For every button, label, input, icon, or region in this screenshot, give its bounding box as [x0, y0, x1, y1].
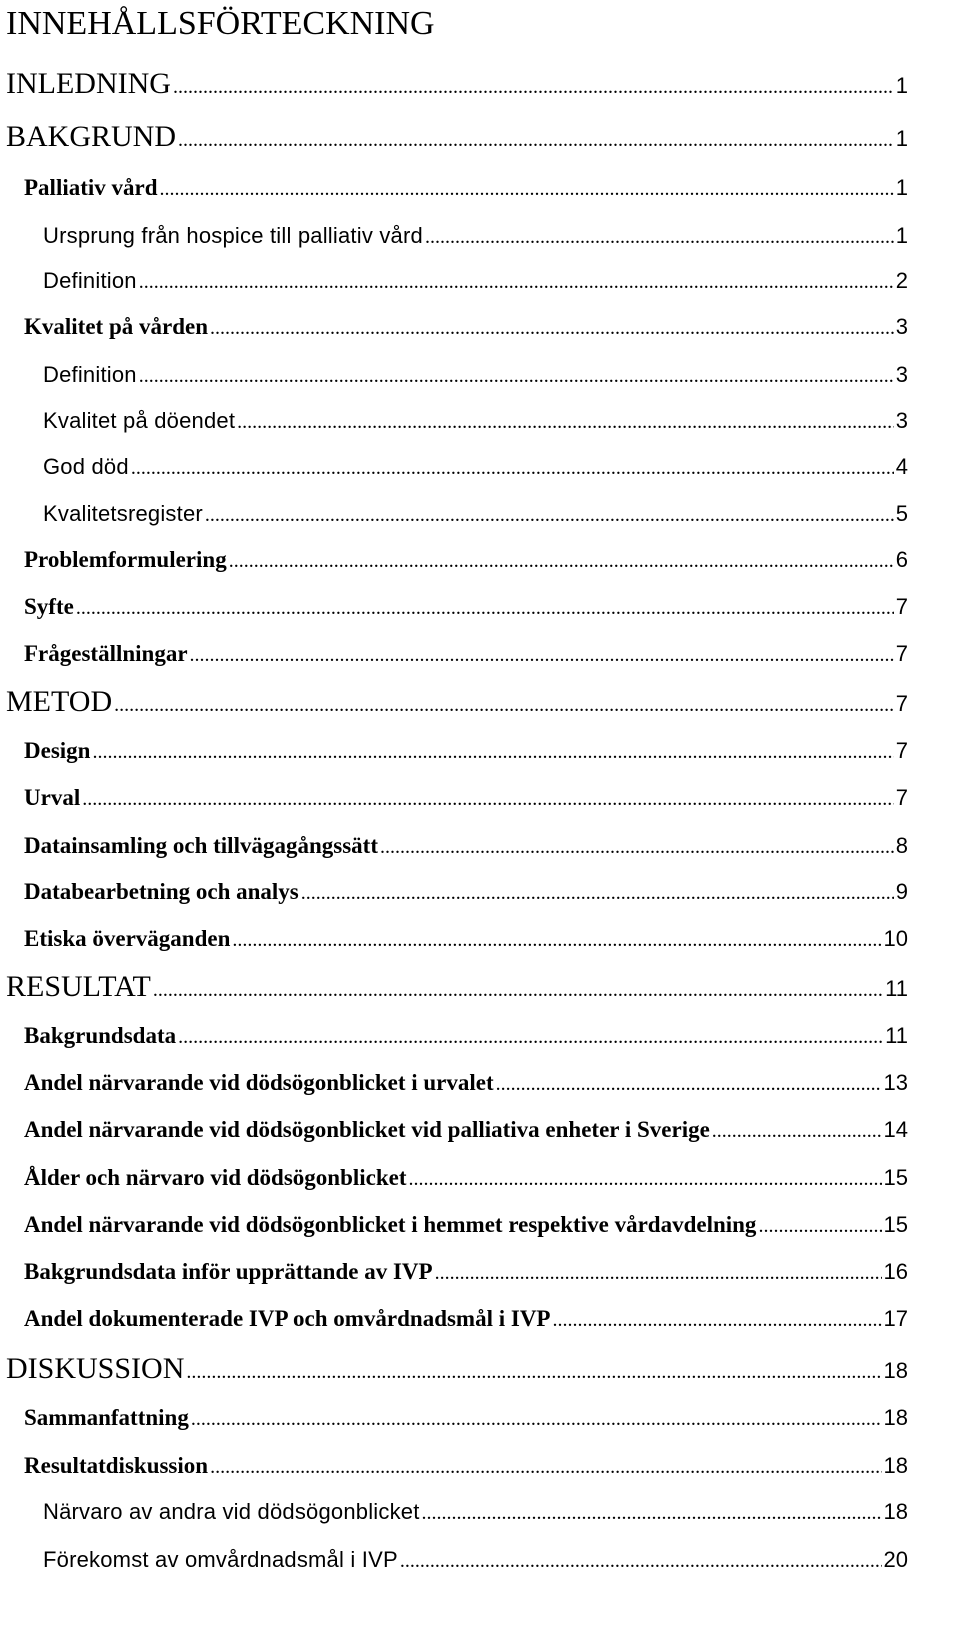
toc-entry-label: Kvalitet på döendet	[43, 408, 236, 433]
toc-entry-label: Närvaro av andra vid dödsögonblicket	[43, 1499, 420, 1524]
toc-entry-label: Kvalitetsregister	[43, 501, 203, 526]
toc-entry[interactable]	[24, 172, 908, 205]
toc-entry[interactable]	[6, 1349, 908, 1392]
toc-dot-leader	[92, 736, 893, 768]
toc-entry-label: Förekomst av omvårdnadsmål i IVP	[43, 1547, 398, 1572]
toc-entry[interactable]	[24, 1020, 908, 1053]
toc-dot-leader	[82, 783, 894, 815]
toc-dot-leader	[178, 120, 894, 160]
toc-entry-label: Databearbetning och analys	[24, 879, 299, 904]
toc-entry[interactable]	[24, 638, 908, 671]
toc-entry[interactable]	[43, 1496, 908, 1529]
toc-entry[interactable]	[24, 1162, 908, 1195]
toc-entry-label: Datainsamling och tillvägagångssätt	[24, 833, 378, 858]
toc-entry-page-number: 3	[895, 362, 908, 387]
toc-entry-label: Resultatdiskussion	[24, 1453, 209, 1478]
toc-entry[interactable]	[43, 451, 908, 484]
toc-dot-leader	[186, 1352, 881, 1392]
toc-dot-leader	[425, 221, 894, 253]
toc-entry-page-number: 7	[895, 785, 908, 810]
toc-entry-page-number: 17	[883, 1306, 908, 1331]
toc-entry-page-number: 10	[883, 926, 908, 951]
toc-entry-page-number: 15	[883, 1165, 908, 1190]
toc-dot-leader	[232, 924, 881, 956]
toc-entry-label: Definition	[43, 268, 137, 293]
toc-dot-leader	[190, 639, 894, 671]
toc-dot-leader	[237, 406, 894, 438]
toc-entry-label: Andel dokumenterade IVP och omvårdnadsmål i IVP	[24, 1306, 551, 1331]
toc-dot-leader	[210, 312, 894, 344]
toc-entry-page-number: 15	[883, 1212, 908, 1237]
toc-dot-leader	[173, 67, 894, 107]
toc-entry[interactable]	[24, 1067, 908, 1100]
toc-entry[interactable]	[6, 64, 908, 107]
toc-entry-label: Ursprung från hospice till palliativ vård	[43, 223, 423, 248]
toc-dot-leader	[409, 1163, 882, 1195]
toc-entry[interactable]	[24, 782, 908, 815]
toc-entry-page-number: 14	[883, 1117, 908, 1142]
toc-entry-page-number: 4	[895, 454, 908, 479]
toc-dot-leader	[139, 266, 894, 298]
toc-entry-page-number: 3	[895, 408, 908, 433]
toc-entry-label: Etiska överväganden	[24, 926, 231, 951]
toc-entry[interactable]	[43, 405, 908, 438]
toc-entry[interactable]	[43, 1544, 908, 1577]
toc-dot-leader	[422, 1497, 882, 1529]
toc-entry-page-number: 13	[883, 1070, 908, 1095]
toc-entry-page-number: 20	[883, 1547, 908, 1572]
toc-entry-label: Problemformulering	[24, 547, 227, 572]
toc-entry-label: Kvalitet på vården	[24, 314, 208, 339]
toc-dot-leader	[435, 1257, 882, 1289]
toc-dot-leader	[191, 1403, 882, 1435]
toc-entry-label: Palliativ vård	[24, 175, 158, 200]
toc-entry-label: Andel närvarande vid dödsögonblicket vid palliativa enheter i Sverige	[24, 1117, 710, 1142]
toc-entry-label: Ålder och närvaro vid dödsögonblicket	[24, 1165, 407, 1190]
toc-dot-leader	[210, 1451, 881, 1483]
toc-entry-page-number: 9	[895, 879, 908, 904]
toc-entry-label: Frågeställningar	[24, 641, 188, 666]
toc-entry[interactable]	[43, 220, 908, 253]
toc-entry[interactable]	[6, 967, 908, 1010]
toc-dot-leader	[758, 1210, 881, 1242]
toc-entry-page-number: 11	[885, 976, 908, 1001]
toc-entry-label: Syfte	[24, 594, 74, 619]
toc-entry-page-number: 7	[895, 594, 908, 619]
toc-entry[interactable]	[43, 498, 908, 531]
toc-entry[interactable]	[24, 591, 908, 624]
toc-dot-leader	[552, 1304, 881, 1336]
toc-dot-leader	[114, 685, 894, 725]
toc-dot-leader	[76, 592, 894, 624]
toc-entry[interactable]	[24, 1303, 908, 1336]
toc-title: INNEHÅLLSFÖRTECKNING	[6, 5, 435, 42]
toc-entry[interactable]	[24, 1256, 908, 1289]
toc-entry-label: Bakgrundsdata inför upprättande av IVP	[24, 1259, 433, 1284]
toc-entry-page-number: 7	[895, 738, 908, 763]
toc-entry[interactable]	[24, 311, 908, 344]
toc-entry-label: God död	[43, 454, 129, 479]
toc-entry[interactable]	[43, 265, 908, 298]
toc-entry-page-number: 3	[895, 314, 908, 339]
toc-entry[interactable]	[24, 544, 908, 577]
toc-entry-label: Design	[24, 738, 91, 763]
toc-entry[interactable]	[24, 876, 908, 909]
toc-entry-label: RESULTAT	[6, 970, 151, 1003]
toc-dot-leader	[496, 1068, 882, 1100]
toc-entry-page-number: 18	[883, 1358, 908, 1383]
toc-entry[interactable]	[24, 830, 908, 863]
toc-entry[interactable]	[24, 1209, 908, 1242]
toc-entry-page-number: 1	[895, 73, 908, 98]
toc-entry-page-number: 18	[883, 1453, 908, 1478]
toc-entry-label: DISKUSSION	[6, 1352, 185, 1385]
toc-entry-page-number: 5	[895, 501, 908, 526]
toc-entry[interactable]	[24, 735, 908, 768]
toc-entry-page-number: 1	[895, 223, 908, 248]
toc-dot-leader	[380, 831, 894, 863]
toc-dot-leader	[139, 360, 894, 392]
toc-dot-leader	[712, 1115, 882, 1147]
toc-entry-label: Definition	[43, 362, 137, 387]
toc-entry[interactable]	[6, 117, 908, 160]
toc-entry-page-number: 11	[885, 1023, 908, 1048]
toc-entry-label: BAKGRUND	[6, 120, 177, 153]
toc-dot-leader	[301, 877, 894, 909]
toc-entry-page-number: 1	[895, 175, 908, 200]
toc-entry-label: Urval	[24, 785, 81, 810]
toc-entry-page-number: 2	[895, 268, 908, 293]
toc-entry-page-number: 18	[883, 1499, 908, 1524]
toc-dot-leader	[153, 970, 883, 1010]
toc-entry-label: Bakgrundsdata	[24, 1023, 177, 1048]
toc-entry-label: Andel närvarande vid dödsögonblicket i urvalet	[24, 1070, 494, 1095]
toc-entry[interactable]	[24, 1450, 908, 1483]
toc-dot-leader	[131, 452, 894, 484]
toc-entry[interactable]	[24, 1114, 908, 1147]
toc-entry[interactable]	[43, 359, 908, 392]
toc-entry-page-number: 6	[895, 547, 908, 572]
toc-entry-page-number: 7	[895, 691, 908, 716]
toc-entry[interactable]	[24, 1402, 908, 1435]
toc-entry[interactable]	[24, 923, 908, 956]
toc-entry-label: Andel närvarande vid dödsögonblicket i hemmet respektive vårdavdelning	[24, 1212, 757, 1237]
toc-dot-leader	[178, 1021, 883, 1053]
toc-entry-label: Sammanfattning	[24, 1405, 189, 1430]
toc-dot-leader	[400, 1545, 882, 1577]
toc-entry[interactable]	[6, 682, 908, 725]
toc-entry-page-number: 7	[895, 641, 908, 666]
toc-dot-leader	[160, 173, 894, 205]
toc-entry-page-number: 1	[895, 126, 908, 151]
toc-entry-label: METOD	[6, 685, 113, 718]
toc-entry-page-number: 16	[883, 1259, 908, 1284]
toc-entry-page-number: 8	[895, 833, 908, 858]
toc-entry-page-number: 18	[883, 1405, 908, 1430]
toc-entry-label: INLEDNING	[6, 67, 171, 100]
toc-dot-leader	[205, 499, 894, 531]
toc-dot-leader	[229, 545, 894, 577]
